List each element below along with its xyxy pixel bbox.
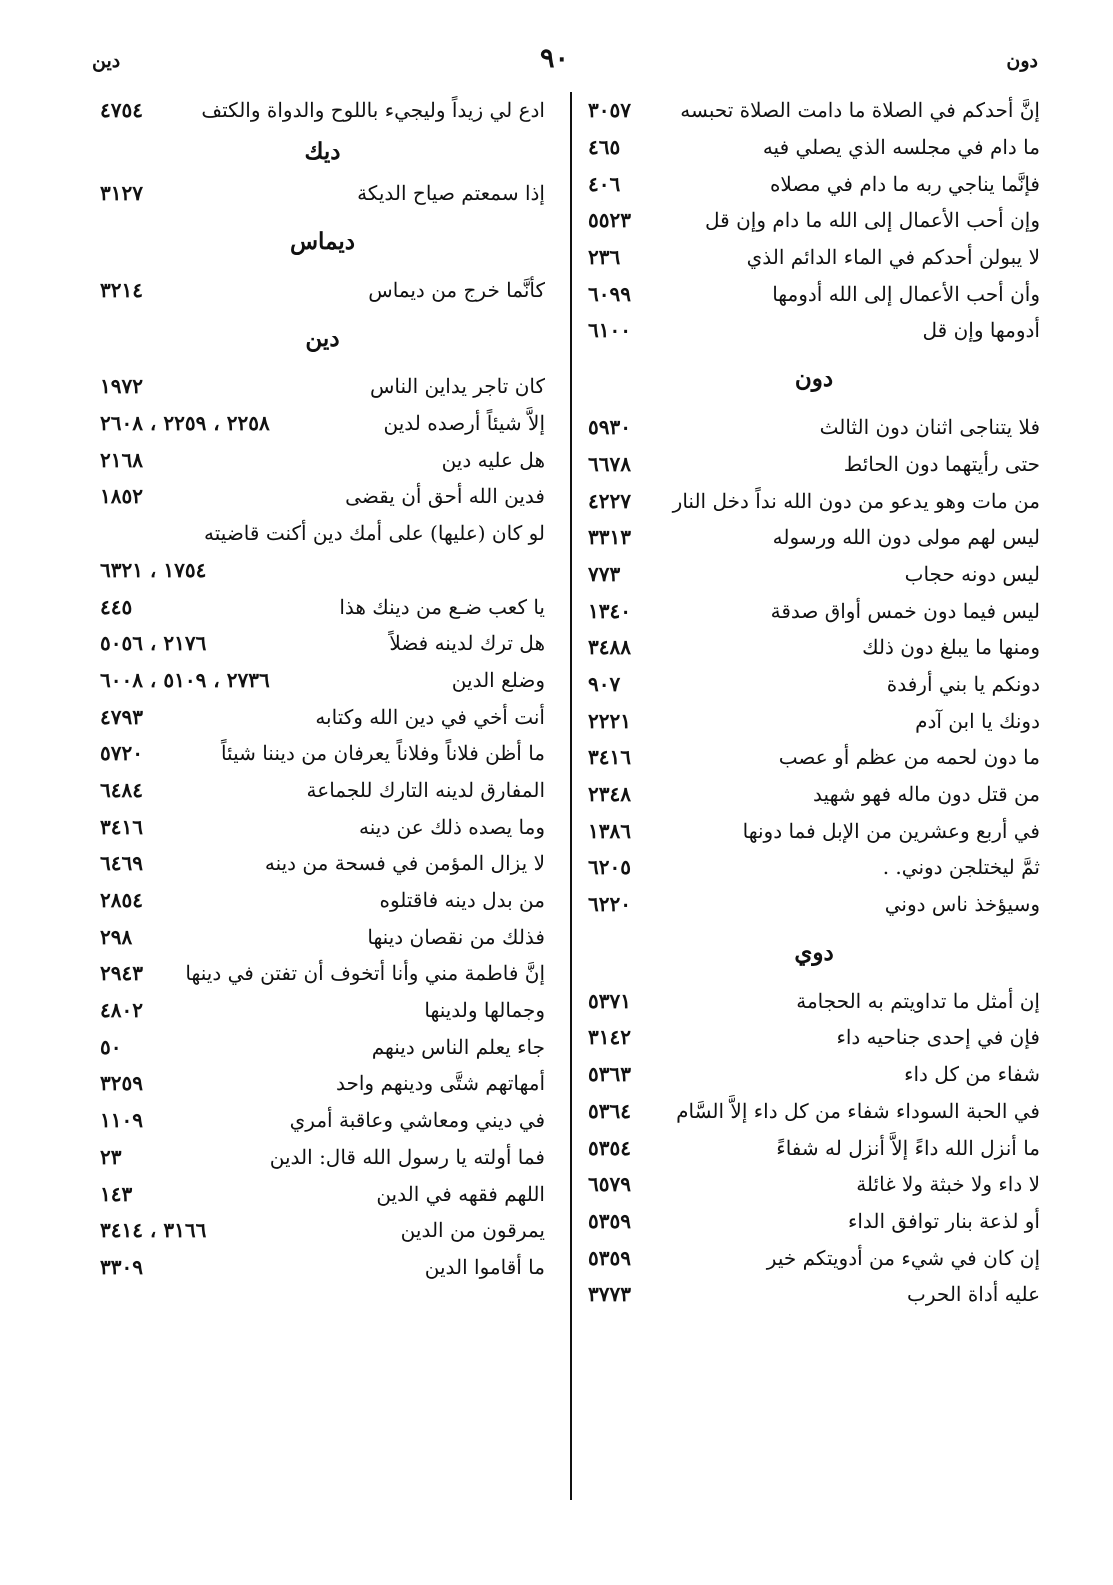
entry-hadith-number: ٤٧٩٣ [100,704,143,729]
entry-text: ما دون لحمه من عظم أو عصب [778,745,1040,770]
entry-hadith-number: ٩٠٧ [588,671,621,696]
entry-hadith-number: ٥٠ [100,1034,122,1059]
entry-text: المفارق لدينه التارك للجماعة [306,777,545,802]
index-entry [100,552,545,589]
index-entry [100,918,545,955]
section-heading-deen: دين [305,324,340,352]
index-entry [100,698,545,735]
entry-text: وأن أحب الأعمال إلى الله أدومها [772,281,1040,306]
index-entry [588,165,1040,202]
entry-hadith-number: ٥٣٥٩ [588,1208,631,1233]
entry-hadith-number: ١٨٥٢ [100,484,143,509]
entry-hadith-number: ٤٦٥ [588,135,621,160]
column-divider [570,92,572,1500]
index-entry [100,1139,545,1176]
entry-hadith-number: ٥٥٢٣ [588,208,631,233]
index-entry [588,739,1040,776]
entry-text: لا يبولن أحدكم في الماء الدائم الذي [746,245,1040,270]
entry-hadith-number: ٤٤٥ [100,594,133,619]
index-entry [100,662,545,699]
entry-text: ليس لهم مولى دون الله ورسوله [772,525,1040,550]
entry-text: دونكم يا بني أرفدة [886,671,1040,696]
entry-hadith-number: ٢٨٥٤ [100,888,143,913]
entry-hadith-number: ٢٢٥٨ ، ٢٢٥٩ ، ٢٦٠٨ [100,411,270,436]
entry-hadith-number: ٣١٢٧ [100,181,143,206]
entry-hadith-number: ١٣٨٦ [588,818,631,843]
index-entry [100,992,545,1029]
index-entry [100,175,545,212]
entry-hadith-number: ٥٣٥٩ [588,1245,631,1270]
entry-hadith-number: ٢٣ [100,1144,122,1169]
entry-hadith-number: ٣١٦٦ ، ٣٤١٤ [100,1218,207,1243]
index-entry [100,808,545,845]
entry-text: ما أقاموا الدين [424,1254,545,1279]
entry-text: فدين الله أحق أن يقضى [345,484,545,509]
entry-hadith-number: ٧٧٣ [588,561,621,586]
entry-text: لا داء ولا خبثة ولا غائلة [856,1172,1040,1197]
index-entry [588,239,1040,276]
entry-text: فلا يتناجى اثنان دون الثالث [819,415,1040,440]
entry-text: كان تاجر يداين الناس [369,374,545,399]
index-entry [588,202,1040,239]
entry-text: إن كان في شيء من أدويتكم خير [766,1245,1040,1270]
index-entry [588,275,1040,312]
entry-hadith-number: ٦٥٧٩ [588,1172,631,1197]
entry-hadith-number: ٣٢١٤ [100,277,143,302]
entry-hadith-number: ٣٣١٣ [588,525,631,550]
index-entry [588,1166,1040,1203]
entry-text: إذا سمعتم صياح الديكة [357,181,545,206]
entry-hadith-number: ١١٠٩ [100,1108,143,1133]
entry-hadith-number: ٤٢٢٧ [588,488,631,513]
index-entry [588,482,1040,519]
page-number: ٩٠ [540,43,570,74]
entry-text: ما أظن فلاناً وفلاناً يعرفان من ديننا شيئاً [220,741,545,766]
entry-hadith-number: ٤٠٦ [588,171,621,196]
entry-text: أو لذعة بنار توافق الداء [847,1208,1040,1233]
entry-text: حتى رأيتهما دون الحائط [843,451,1040,476]
entry-text: في ديني ومعاشي وعاقبة أمري [289,1108,545,1133]
entry-text: من قتل دون ماله فهو شهيد [813,782,1040,807]
index-entry [100,735,545,772]
index-entry [100,1065,545,1102]
entry-hadith-number: ٣٠٥٧ [588,98,631,123]
entry-hadith-number: ٦٤٨٤ [100,777,143,802]
index-entry [588,556,1040,593]
entries-top-left [100,92,545,129]
index-entry [100,845,545,882]
entry-text: شفاء من كل داء [904,1062,1040,1087]
entry-hadith-number: ٥٣٦٤ [588,1098,631,1123]
entry-text: فإن في إحدى جناحيه داء [836,1025,1040,1050]
index-entry [588,886,1040,923]
entry-text: عليه أداة الحرب [907,1282,1040,1307]
entry-hadith-number: ١٩٧٢ [100,374,143,399]
section-heading-deemas: ديماس [289,227,356,255]
entry-text: فما أولته يا رسول الله قال: الدين [269,1144,545,1169]
entry-text: ما أنزل الله داءً إلاَّ أنزل له شفاءً [776,1135,1040,1160]
index-entry [588,1276,1040,1313]
entry-hadith-number: ٤٨٠٢ [100,998,143,1023]
index-entry [100,441,545,478]
entry-hadith-number: ١٧٥٤ ، ٦٣٢١ [100,557,207,582]
entry-hadith-number: ٢٧٣٦ ، ٥١٠٩ ، ٦٠٠٨ [100,667,270,692]
index-entry [588,1203,1040,1240]
entry-hadith-number: ٦٤٦٩ [100,851,143,876]
entry-hadith-number: ٣٣٠٩ [100,1254,143,1279]
entry-hadith-number: ٦١٠٠ [588,318,631,343]
entries-deemas [100,271,545,308]
entry-hadith-number: ٥٣٦٣ [588,1062,631,1087]
entry-text: من مات وهو يدعو من دون الله نداً دخل النار [672,488,1040,513]
entry-hadith-number: ٥٧٢٠ [100,741,143,766]
index-entry [588,982,1040,1019]
entry-text: من بدل دينه فاقتلوه [379,888,545,913]
entry-text: هل عليه دين [441,447,545,472]
index-entry [100,1212,545,1249]
entries-deek [100,175,545,212]
entry-hadith-number: ٢٣٤٨ [588,782,631,807]
entry-hadith-number: ٦٦٧٨ [588,451,631,476]
page-header [90,38,1040,78]
entry-text: إنَّ فاطمة مني وأنا أتخوف أن تفتن في دينها [185,961,545,986]
entry-hadith-number: ٣٧٧٣ [588,1282,631,1307]
entry-text: وسيؤخذ ناس دوني [884,892,1040,917]
entry-hadith-number: ٣٤٨٨ [588,635,631,660]
entry-text: دونك يا ابن آدم [915,708,1040,733]
entry-text: ليس دونه حجاب [904,561,1040,586]
entry-hadith-number: ٢٢٢١ [588,708,631,733]
index-entry [588,1019,1040,1056]
entry-text: وما يصده ذلك عن دينه [358,814,545,839]
entries-doon [588,409,1040,923]
entry-text: ليس فيما دون خمس أواق صدقة [770,598,1040,623]
index-entry [100,478,545,515]
entry-text: فإنَّما يناجي ربه ما دام في مصلاه [769,171,1040,196]
entry-text: في أربع وعشرين من الإبل فما دونها [742,818,1040,843]
entries-top [588,92,1040,349]
index-entry [588,702,1040,739]
entry-text: إن أمثل ما تداويتم به الحجامة [796,988,1040,1013]
index-entry [588,1056,1040,1093]
entry-hadith-number: ٢١٧٦ ، ٥٠٥٦ [100,631,207,656]
entries-deen [100,368,545,1285]
entry-hadith-number: ٢٩٤٣ [100,961,143,986]
entry-hadith-number: ٥٣٥٤ [588,1135,631,1160]
running-head-left: دين [92,50,121,72]
index-entry [588,1129,1040,1166]
entry-text: إلاَّ شيئاً أرصده لدين [383,411,545,436]
index-entry [100,368,545,405]
index-entry [100,955,545,992]
entry-text: أنت أخي في دين الله وكتابه [315,704,545,729]
index-entry [588,666,1040,703]
entry-text: وضلع الدين [451,667,545,692]
entry-hadith-number: ٦٢٠٥ [588,855,631,880]
index-entry [100,625,545,662]
entry-hadith-number: ٢١٦٨ [100,447,143,472]
index-entry [100,405,545,442]
index-entry [588,592,1040,629]
index-entry [588,776,1040,813]
entry-text: كأنَّما خرج من ديماس [368,277,545,302]
entry-text: إنَّ أحدكم في الصلاة ما دامت الصلاة تحبسه [680,98,1040,123]
entry-hadith-number: ٣١٤٢ [588,1025,631,1050]
entry-text: فذلك من نقصان دينها [367,924,545,949]
left-column [100,92,545,1285]
entry-text: يمرقون من الدين [400,1218,545,1243]
entry-text: ادع لي زيداً وليجيء باللوح والدواة والكتف [201,98,545,123]
entry-hadith-number: ٥٩٣٠ [588,415,631,440]
entry-text: جاء يعلم الناس دينهم [371,1034,545,1059]
index-entry [588,446,1040,483]
entry-text: لا يزال المؤمن في فسحة من دينه [264,851,545,876]
entry-hadith-number: ٣٤١٦ [588,745,631,770]
index-entry [588,849,1040,886]
entry-hadith-number: ٢٣٦ [588,245,621,270]
index-entry [100,515,545,552]
index-entry [588,629,1040,666]
entry-text: أدومها وإن قل [922,318,1040,343]
index-entry [100,92,545,129]
entry-text: وإن أحب الأعمال إلى الله ما دام وإن قل [705,208,1040,233]
entry-hadith-number: ٦٢٢٠ [588,892,631,917]
index-entry [588,519,1040,556]
index-entry [588,812,1040,849]
index-entry [588,1239,1040,1276]
index-entry [588,1093,1040,1130]
index-entry [588,92,1040,129]
entry-text: ما دام في مجلسه الذي يصلي فيه [762,135,1040,160]
section-heading-doon: دون [794,365,834,393]
index-entry [588,129,1040,166]
entry-hadith-number: ٢٩٨ [100,924,133,949]
right-column [588,92,1040,1313]
entry-hadith-number: ٣٤١٦ [100,814,143,839]
entry-hadith-number: ٦٠٩٩ [588,281,631,306]
entry-text: هل ترك لدينه فضلاً [389,631,545,656]
index-entry [100,882,545,919]
index-entry [588,409,1040,446]
index-entry [100,1102,545,1139]
section-heading-deek: ديك [304,138,341,166]
entry-text: في الحبة السوداء شفاء من كل داء إلاَّ السَّام [676,1098,1040,1123]
entry-hadith-number: ١٣٤٠ [588,598,631,623]
entry-text: اللهم فقهه في الدين [376,1181,545,1206]
entry-text: يا كعب ضـع من دينك هذا [339,594,545,619]
index-entry [100,1028,545,1065]
entry-hadith-number: ٣٢٥٩ [100,1071,143,1096]
index-entry [100,1175,545,1212]
entry-text: وجمالها ولدينها [424,998,545,1023]
index-entry [100,271,545,308]
running-head-right: دون [1006,50,1038,72]
index-entry [588,312,1040,349]
entry-hadith-number: ٤٧٥٤ [100,98,143,123]
index-entry [100,588,545,625]
entry-text: ومنها ما يبلغ دون ذلك [862,635,1040,660]
index-entry [100,772,545,809]
entry-text: أمهاتهم شتَّى ودينهم واحد [336,1071,545,1096]
section-heading-dawi: دوي [794,938,834,966]
index-entry [100,1249,545,1286]
entry-text: ثمَّ ليختلجن دوني. . [882,855,1040,880]
entries-dawi [588,982,1040,1312]
entry-hadith-number: ١٤٣ [100,1181,133,1206]
entry-text: لو كان (عليها) على أمك دين أكنت قاضيته [204,521,545,546]
entry-hadith-number: ٥٣٧١ [588,988,631,1013]
